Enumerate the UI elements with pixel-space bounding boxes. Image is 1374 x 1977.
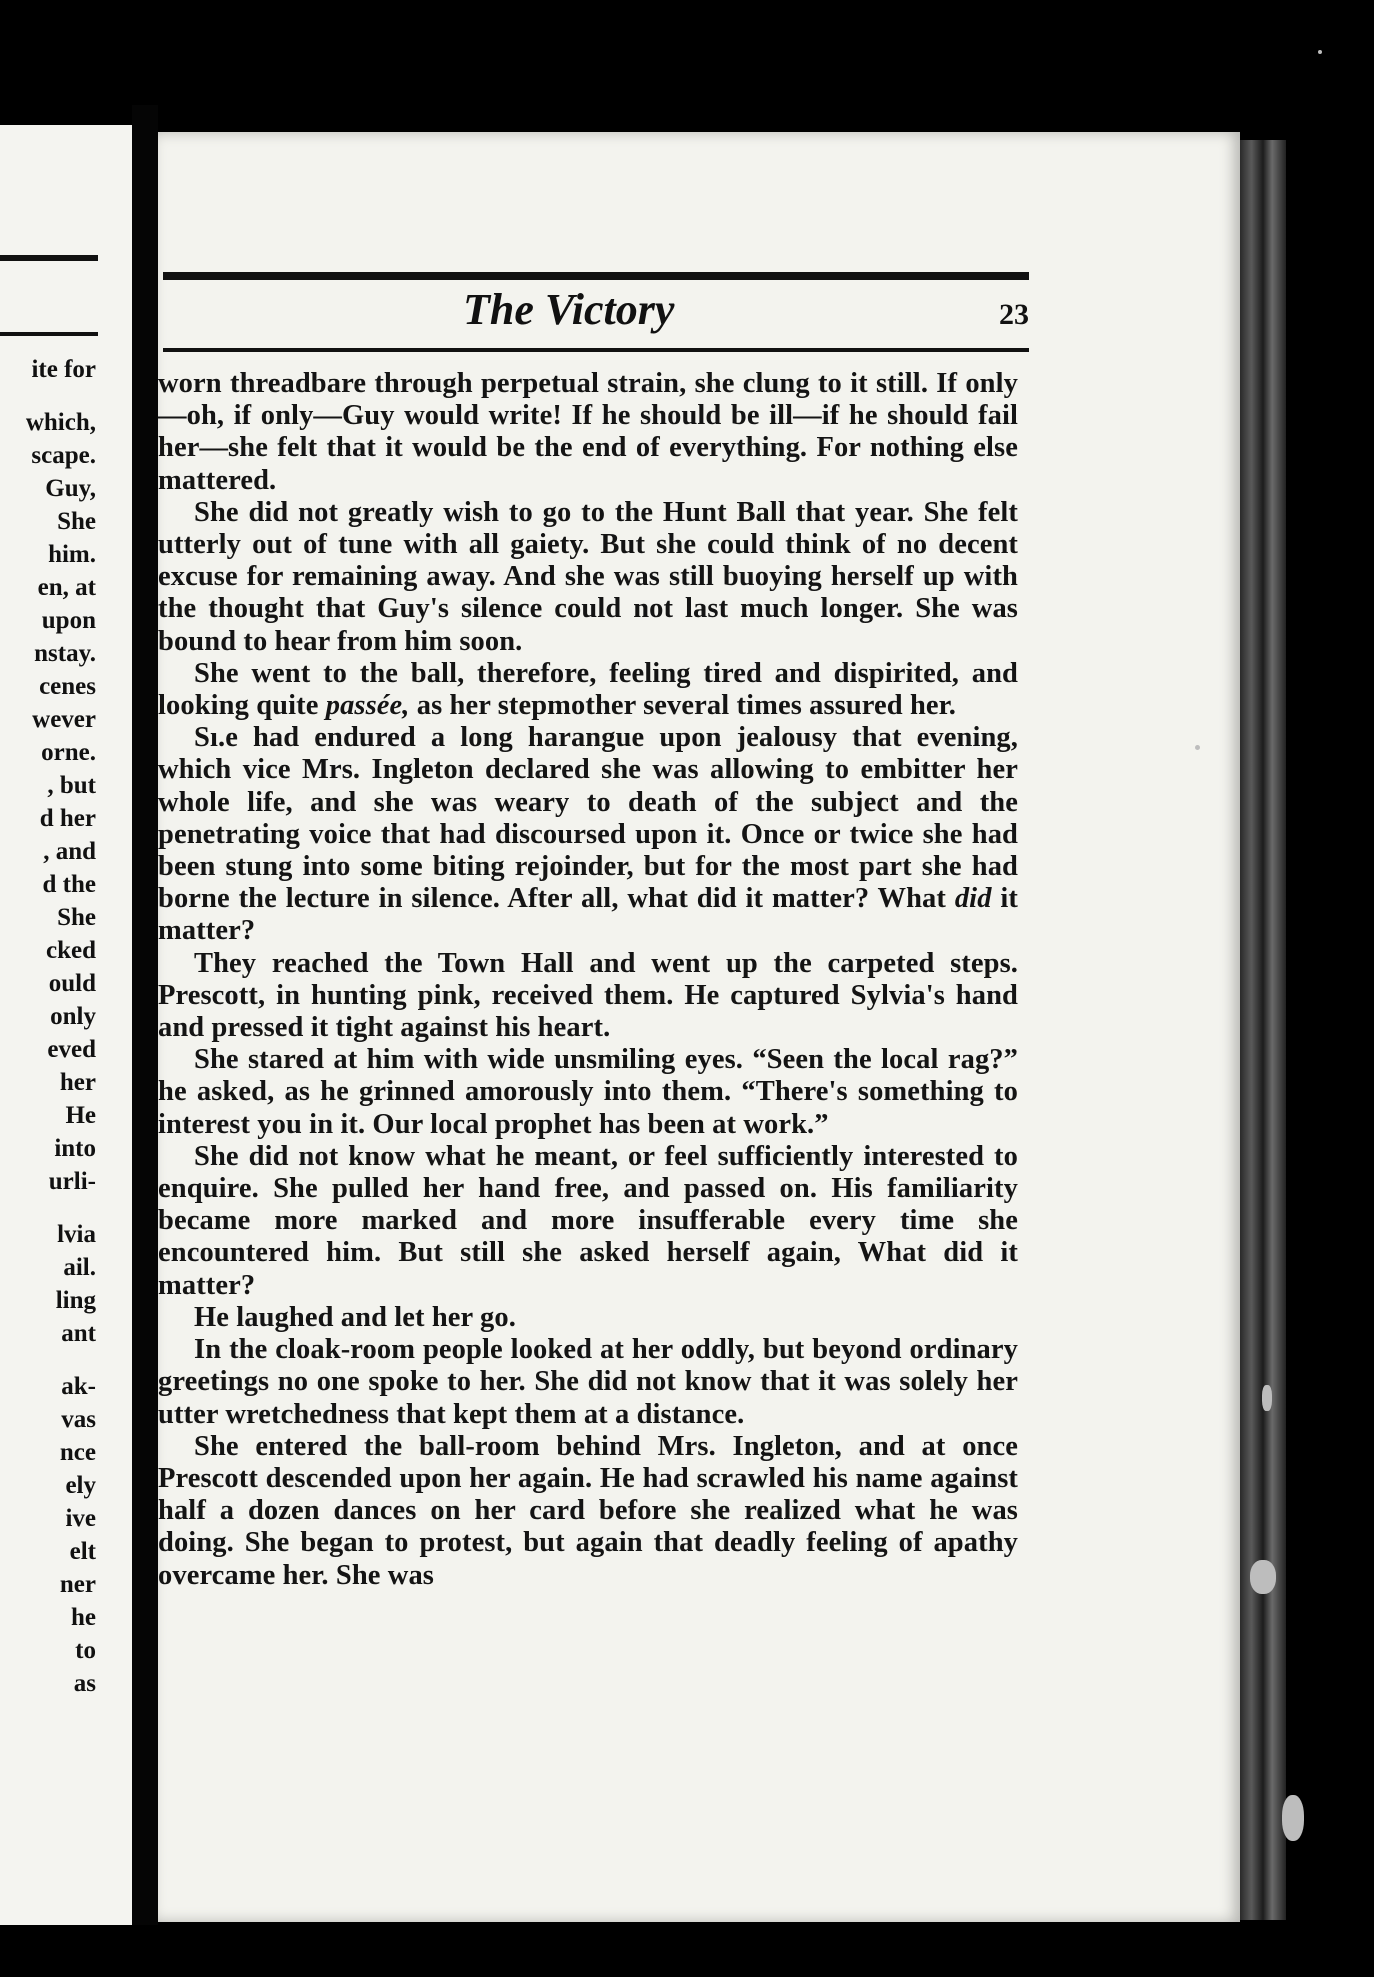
left-page-line: , but [47,772,96,799]
italic-word: did [954,883,992,915]
left-page-line: orne. [41,739,96,766]
speck [1282,1795,1304,1841]
paragraph: worn threadbare through perpetual strain, she clung to it still. If only—oh, if only—Guy would write! If he should be ill—if he should fail her—she felt that it would be the end of everything. For nothing else mattered. [158,368,1018,496]
left-page-line: cked [46,937,96,964]
left-page-line: wever [32,706,96,733]
left-page-line: nstay. [34,640,96,667]
left-page-line: ive [65,1505,96,1532]
left-page-line: , and [43,838,96,865]
left-page-line: He [65,1102,96,1129]
left-page-line: nce [59,1439,96,1466]
left-page-line: d the [42,871,96,898]
paragraph: He laughed and let her go. [194,1301,516,1333]
left-page-line: ling [55,1287,96,1314]
running-head [158,280,1029,346]
paragraph-text: She went to the ball, therefore, feeling tired and dispirited, and looking quite [158,657,1018,722]
line-gap [26,1198,96,1218]
left-page-line: She [57,904,96,931]
left-page-line: him. [48,541,96,568]
paragraph-text: it matter? [158,883,1018,947]
left-page-line: d her [39,805,96,832]
left-page-line: urli- [48,1168,96,1195]
left-page-line: ite for [31,356,96,383]
left-page-line: ant [61,1320,96,1347]
line-gap [26,386,96,406]
previous-page [0,125,132,1925]
paragraph: She did not greatly wish to go to the Hunt Ball that year. She felt utterly out of tune with all gaiety. But she could think of no decent excuse for remaining away. And she was still buoying herself up with the thought that Guy's silence could not last much longer. She was bound to hear from him soon. [158,496,1018,657]
left-page-line: cenes [39,673,96,700]
paragraph: She did not know what he meant, or feel sufficiently interested to enquire. She pulled her hand free, and passed on. His familiarity became more marked and more insufferable every time she encountered him. But still she asked herself again, What did it matter? [158,1140,1018,1301]
left-page-line: ail. [63,1254,96,1281]
left-page-line: She [57,508,96,535]
left-page-line: upon [41,607,96,634]
book-gutter [132,105,158,1925]
paragraph: She entered the ball-room behind Mrs. Ingleton, and at once Prescott descended upon her again. He had scrawled his name against half a dozen dances on her card before she realized what he was doing. She began to protest, but again that deadly feeling of apathy overcame her. She was [158,1430,1018,1591]
left-page-line: he [71,1604,96,1631]
left-page-rule-bottom [0,332,98,336]
current-page [158,132,1240,1922]
page-edge [1240,140,1286,1920]
left-page-line: elt [69,1538,96,1565]
left-page-line: which, [25,409,96,436]
left-page-line: her [59,1069,96,1096]
left-page-line: ould [48,970,96,997]
left-page-line: scape. [31,442,96,469]
left-page-line: ner [59,1571,96,1598]
paragraph [158,722,1018,947]
paragraph [158,658,1018,722]
italic-word: passée, [325,690,410,722]
page-number: 23 [999,298,1029,331]
paragraph-text: Sı.e had endured a long harangue upon jealousy that evening, which vice Mrs. Ingleton declared she was allowing to embitter her whole life, and she was weary to death of the subject and the penetrating voice that had discoursed upon it. Once or twice she had been stung into some biting rejoinder, but for the most part she had borne the lecture in silence. After all, what did it matter? What [158,722,1018,915]
left-page-line: en, at [37,574,96,601]
header-rule-bottom [163,348,1029,352]
header-rule-top [163,272,1029,280]
left-page-line: as [73,1670,96,1697]
left-page-line: vas [61,1406,96,1433]
speck [1262,1385,1272,1411]
running-title: The Victory [463,285,675,334]
paragraph: In the cloak-room people looked at her oddly, but beyond ordinary greetings no one spoke to her. She did not know that it was solely her utter wretchedness that kept them at a distance. [158,1334,1018,1430]
left-page-text [26,353,96,1700]
left-page-line: ak- [61,1373,96,1400]
left-page-line: to [75,1637,96,1664]
left-page-line: lvia [57,1221,96,1248]
left-page-line: into [54,1135,96,1162]
paragraph: They reached the Town Hall and went up the carpeted steps. Prescott, in hunting pink, received them. He captured Sylvia's hand and pressed it tight against his heart. [158,947,1018,1044]
left-page-line: ely [65,1472,96,1499]
speck [1195,745,1200,750]
left-page-line: eved [47,1036,96,1063]
left-page-rule-top [0,255,98,261]
line-gap [26,1350,96,1370]
speck [1250,1560,1276,1594]
paragraph-text: as her stepmother several times assured her. [416,690,957,722]
left-page-line: only [50,1003,96,1030]
paragraph: She stared at him with wide unsmiling eyes. “Seen the local rag?” he asked, as he grinned amorously into them. “There's something to interest you in it. Our local prophet has been at work.” [158,1044,1018,1140]
left-page-line: Guy, [45,475,96,502]
body-text [158,368,1018,1592]
speck [1318,50,1322,54]
